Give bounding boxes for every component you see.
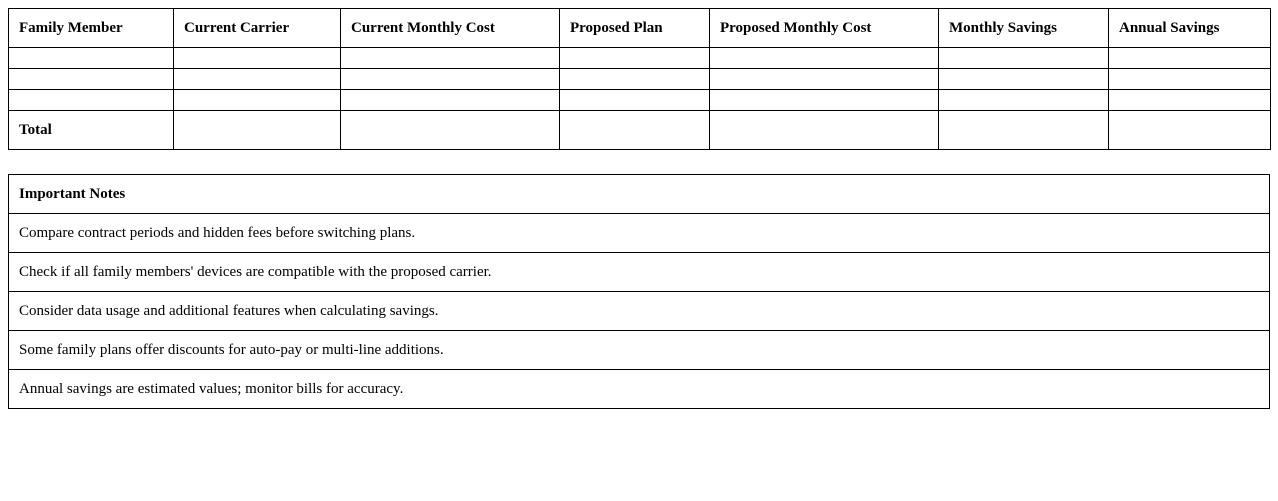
note-row — [9, 214, 1270, 253]
note-row — [9, 370, 1270, 409]
notes-header-row — [9, 175, 1270, 214]
table-cell — [9, 48, 174, 69]
table-cell — [939, 48, 1109, 69]
table-cell — [710, 69, 939, 90]
table-cell — [174, 48, 341, 69]
table-cell — [1109, 69, 1271, 90]
table-row — [9, 90, 1271, 111]
total-cell — [174, 111, 341, 150]
header-proposed-plan: Proposed Plan — [560, 9, 710, 48]
header-monthly-savings: Monthly Savings — [939, 9, 1109, 48]
table-cell — [341, 69, 560, 90]
total-cell — [1109, 111, 1271, 150]
table-cell — [939, 90, 1109, 111]
total-cell — [560, 111, 710, 150]
table-row — [9, 48, 1271, 69]
notes-title: Important Notes — [9, 175, 1270, 214]
table-cell — [560, 48, 710, 69]
table-cell — [1109, 48, 1271, 69]
document-body — [8, 8, 1270, 409]
table-cell — [9, 69, 174, 90]
header-annual-savings: Annual Savings — [1109, 9, 1271, 48]
header-current-carrier: Current Carrier — [174, 9, 341, 48]
table-cell — [560, 90, 710, 111]
note-row — [9, 253, 1270, 292]
table-cell — [710, 90, 939, 111]
table-cell — [174, 69, 341, 90]
header-current-monthly-cost: Current Monthly Cost — [341, 9, 560, 48]
table-cell — [939, 69, 1109, 90]
total-cell — [341, 111, 560, 150]
note-item: Consider data usage and additional features when calculating savings. — [9, 292, 1270, 331]
table-cell — [1109, 90, 1271, 111]
total-label: Total — [9, 111, 174, 150]
header-family-member: Family Member — [9, 9, 174, 48]
important-notes-table — [8, 174, 1270, 409]
family-plan-cost-table — [8, 8, 1271, 150]
table-header-row — [9, 9, 1271, 48]
total-cell — [710, 111, 939, 150]
table-cell — [9, 90, 174, 111]
note-item: Check if all family members' devices are compatible with the proposed carrier. — [9, 253, 1270, 292]
table-cell — [560, 69, 710, 90]
table-cell — [710, 48, 939, 69]
total-cell — [939, 111, 1109, 150]
note-row — [9, 292, 1270, 331]
table-cell — [174, 90, 341, 111]
table-cell — [341, 90, 560, 111]
table-row — [9, 69, 1271, 90]
table-cell — [341, 48, 560, 69]
note-item: Some family plans offer discounts for auto-pay or multi-line additions. — [9, 331, 1270, 370]
note-item: Annual savings are estimated values; monitor bills for accuracy. — [9, 370, 1270, 409]
header-proposed-monthly-cost: Proposed Monthly Cost — [710, 9, 939, 48]
total-row — [9, 111, 1271, 150]
note-item: Compare contract periods and hidden fees before switching plans. — [9, 214, 1270, 253]
note-row — [9, 331, 1270, 370]
